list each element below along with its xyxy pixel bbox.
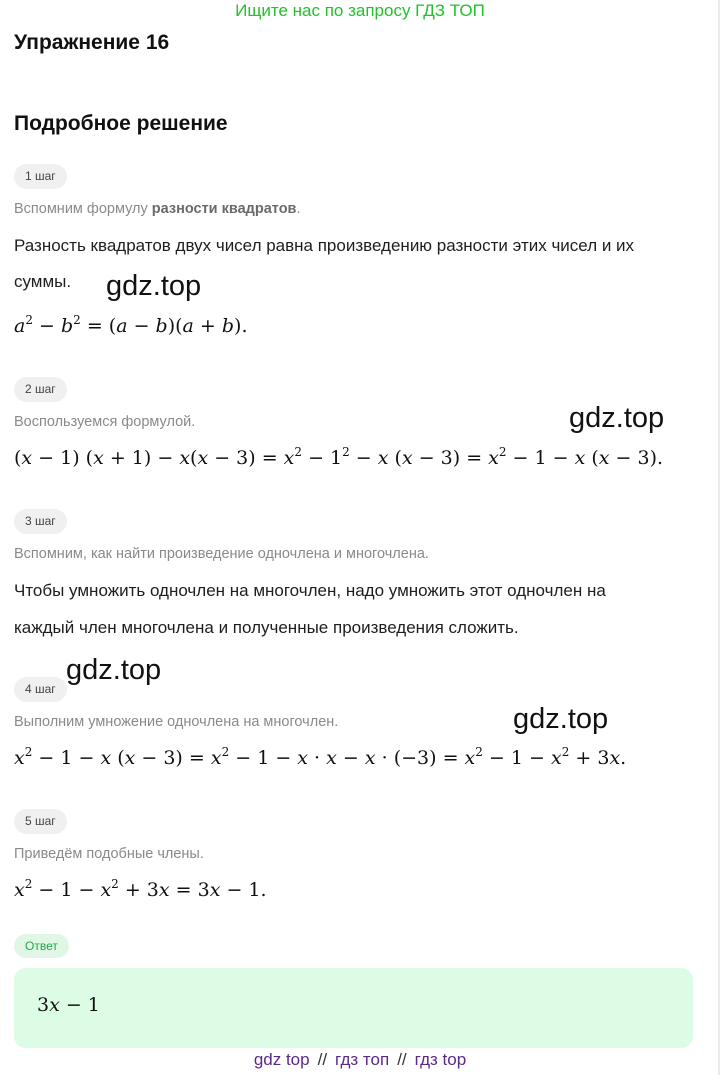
- solution-heading: Подробное решение: [14, 112, 228, 135]
- watermark: gdz.top: [106, 270, 202, 302]
- step-1-note-bold: разности квадратов: [151, 201, 297, 217]
- step-1-text-line-2: суммы.: [14, 272, 72, 291]
- answer-formula: 3x − 1: [37, 994, 100, 1016]
- footer-link-gdz-top[interactable]: gdz top: [253, 1050, 310, 1069]
- footer-separator: //: [397, 1050, 407, 1069]
- footer-separator: //: [317, 1050, 328, 1069]
- footer-link-gdz-top-ru[interactable]: гдз топ: [335, 1050, 390, 1069]
- step-5-note: Приведём подобные члены.: [14, 846, 204, 862]
- step-4-note: Выполним умножение одночлена на многочлен.: [14, 714, 339, 730]
- top-banner[interactable]: Ищите нас по запросу ГДЗ ТОП: [235, 1, 485, 20]
- answer-badge: Ответ: [14, 934, 69, 958]
- footer-links: [0, 1049, 720, 1071]
- step-3-badge: 3 шаг: [14, 509, 67, 534]
- exercise-title: Упражнение 16: [14, 31, 170, 54]
- step-1-text-line-1: Разность квадратов двух чисел равна произведению разности этих чисел и их: [14, 236, 635, 255]
- step-3-note: Вспомним, как найти произведение одночлена и многочлена.: [14, 546, 429, 562]
- step-1-formula: $a^2 - b^2 = (a - b)(a + b)$.: [14, 313, 248, 337]
- step-5-formula: $x^2 - 1 - x^2 + 3x = 3x - 1$.: [14, 877, 267, 901]
- step-3-text-line-2: каждый член многочлена и полученные произведения сложить.: [14, 618, 519, 637]
- step-2-badge: 2 шаг: [14, 377, 67, 402]
- watermark: gdz.top: [569, 402, 665, 434]
- step-3-text-line-1: Чтобы умножить одночлен на многочлен, надо умножить этот одночлен на: [14, 581, 606, 600]
- step-2-formula: (x − 1) $(x + 1) - x(x - 3) = x^2 - 1^2 - x$ $(x - 3) = x^2 - 1 - x$ (x − 3).: [14, 445, 664, 469]
- step-4-formula: $x^2 - 1 - x$ $(x - 3) = x^2 - 1 - x \cdot x - x \cdot (-3) = x^2 - 1 - x^2 + 3x$.: [14, 745, 627, 769]
- step-1-note: [14, 201, 301, 217]
- footer-link-gdz-top-mixed[interactable]: гдз top: [414, 1050, 467, 1069]
- answer-box: [14, 968, 693, 1048]
- step-1-note-prefix: Вспомним формулу: [14, 201, 152, 217]
- watermark: gdz.top: [513, 703, 609, 735]
- step-1-badge: 1 шаг: [14, 164, 67, 189]
- step-5-badge: 5 шаг: [14, 809, 67, 834]
- step-1-note-suffix: .: [296, 201, 301, 217]
- watermark: gdz.top: [66, 654, 162, 686]
- step-2-note: Воспользуемся формулой.: [14, 414, 196, 430]
- step-4-badge: 4 шаг: [14, 677, 67, 702]
